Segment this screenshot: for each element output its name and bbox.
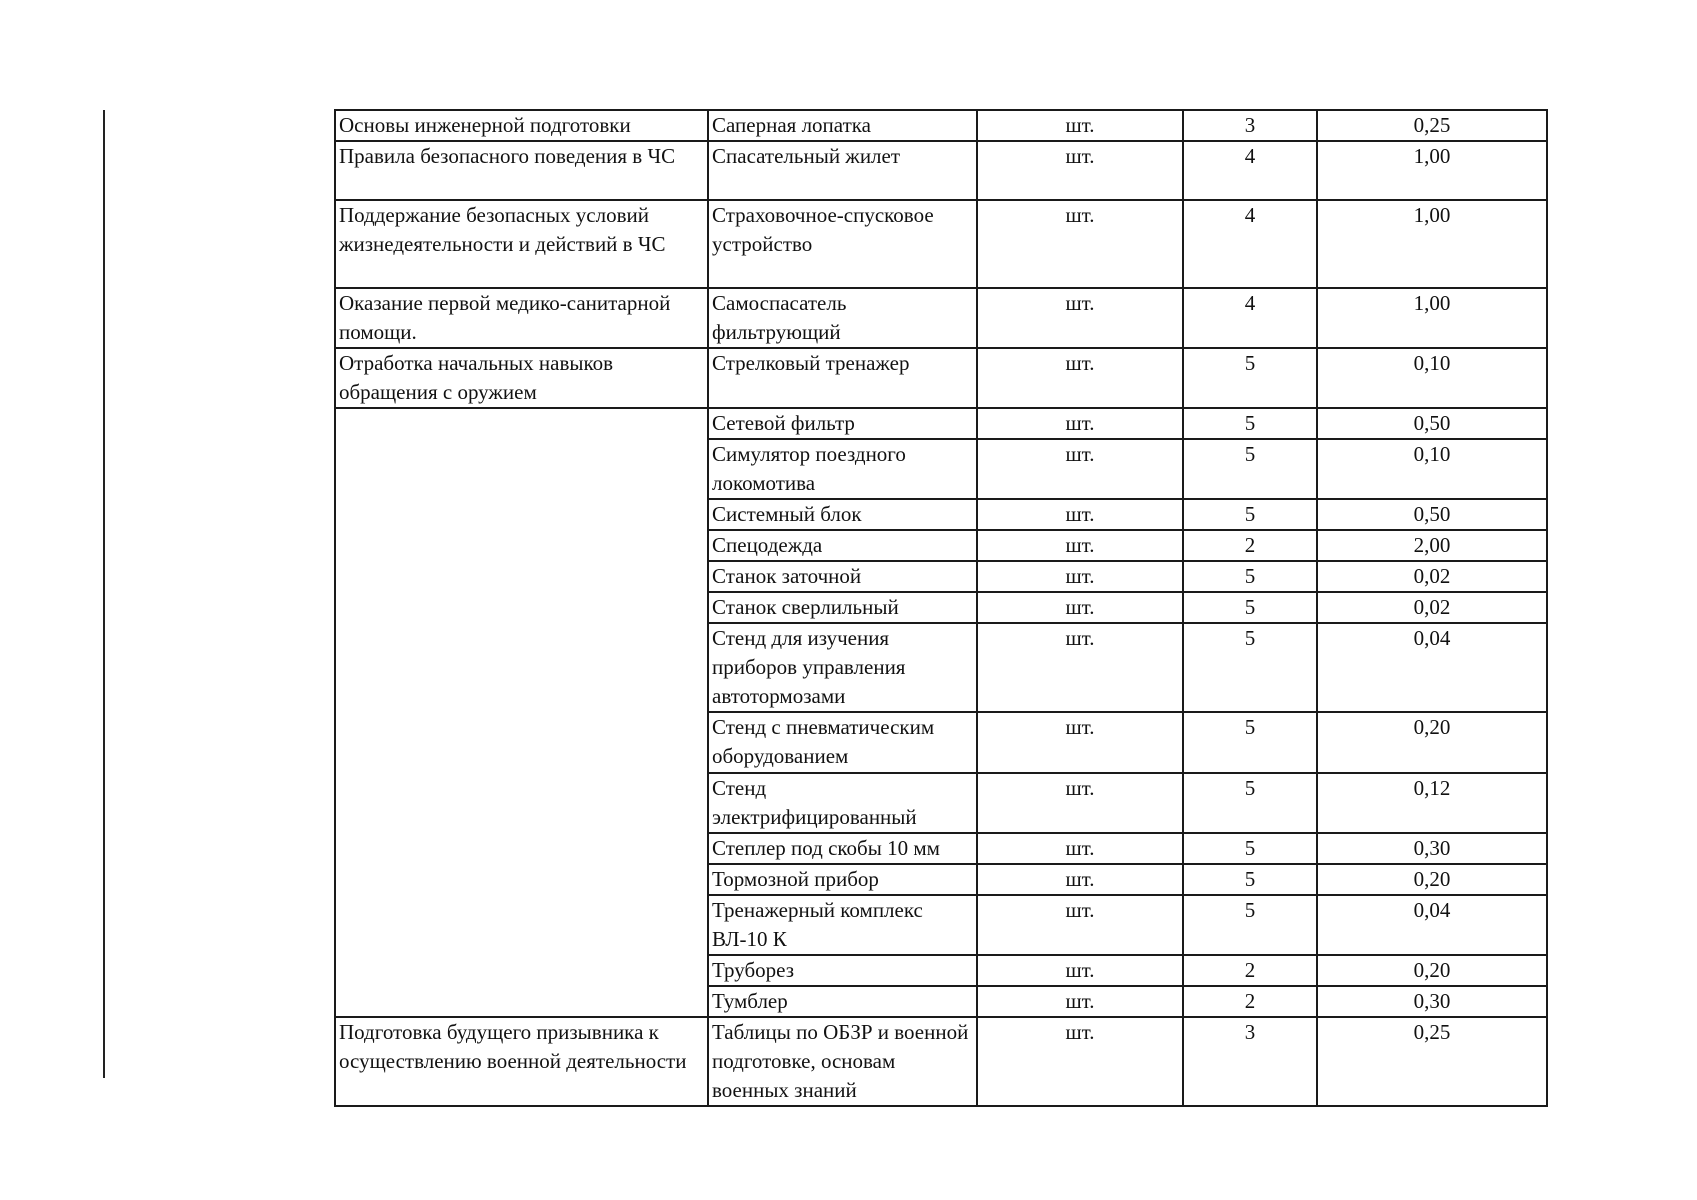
value-cell: 0,30 bbox=[1317, 986, 1547, 1017]
value-cell: 0,25 bbox=[1317, 1017, 1547, 1106]
table-row bbox=[335, 288, 1547, 348]
unit-cell: шт. bbox=[977, 712, 1183, 773]
subject-cell: Поддержание безопасных условий жизнедеятельности и действий в ЧС bbox=[335, 200, 708, 288]
unit-cell: шт. bbox=[977, 141, 1183, 200]
value-cell: 0,02 bbox=[1317, 561, 1547, 592]
qty-cell: 5 bbox=[1183, 439, 1317, 499]
item-cell: Стенд электрифицированный bbox=[708, 773, 977, 833]
unit-cell: шт. bbox=[977, 348, 1183, 408]
unit-cell: шт. bbox=[977, 955, 1183, 986]
value-cell: 0,02 bbox=[1317, 592, 1547, 623]
table-row bbox=[335, 110, 1547, 141]
qty-cell: 4 bbox=[1183, 141, 1317, 200]
value-cell: 0,20 bbox=[1317, 864, 1547, 895]
qty-cell: 5 bbox=[1183, 561, 1317, 592]
value-cell: 0,04 bbox=[1317, 623, 1547, 712]
unit-cell: шт. bbox=[977, 499, 1183, 530]
item-cell: Стенд с пневматическим оборудованием bbox=[708, 712, 977, 773]
item-cell: Тормозной прибор bbox=[708, 864, 977, 895]
qty-cell: 5 bbox=[1183, 712, 1317, 773]
value-cell: 0,04 bbox=[1317, 895, 1547, 955]
qty-cell: 5 bbox=[1183, 499, 1317, 530]
item-cell: Тренажерный комплекс ВЛ-10 К bbox=[708, 895, 977, 955]
value-cell: 0,20 bbox=[1317, 712, 1547, 773]
item-cell: Спецодежда bbox=[708, 530, 977, 561]
value-cell: 0,10 bbox=[1317, 439, 1547, 499]
qty-cell: 4 bbox=[1183, 200, 1317, 288]
subject-cell: Правила безопасного поведения в ЧС bbox=[335, 141, 708, 200]
item-cell: Таблицы по ОБЗР и военной подготовке, основам военных знаний bbox=[708, 1017, 977, 1106]
qty-cell: 5 bbox=[1183, 348, 1317, 408]
qty-cell: 5 bbox=[1183, 623, 1317, 712]
unit-cell: шт. bbox=[977, 623, 1183, 712]
value-cell: 0,12 bbox=[1317, 773, 1547, 833]
unit-cell: шт. bbox=[977, 986, 1183, 1017]
value-cell: 1,00 bbox=[1317, 288, 1547, 348]
unit-cell: шт. bbox=[977, 773, 1183, 833]
item-cell: Стенд для изучения приборов управления автотормозами bbox=[708, 623, 977, 712]
unit-cell: шт. bbox=[977, 1017, 1183, 1106]
qty-cell: 2 bbox=[1183, 955, 1317, 986]
table-row bbox=[335, 141, 1547, 200]
item-cell: Саперная лопатка bbox=[708, 110, 977, 141]
subject-cell: Подготовка будущего призывника к осуществлению военной деятельности bbox=[335, 1017, 708, 1106]
table-row bbox=[335, 200, 1547, 288]
table-row bbox=[335, 348, 1547, 408]
table-row bbox=[335, 1017, 1547, 1106]
unit-cell: шт. bbox=[977, 288, 1183, 348]
item-cell: Сетевой фильтр bbox=[708, 408, 977, 439]
value-cell: 0,10 bbox=[1317, 348, 1547, 408]
item-cell: Симулятор поездного локомотива bbox=[708, 439, 977, 499]
value-cell: 0,50 bbox=[1317, 499, 1547, 530]
qty-cell: 3 bbox=[1183, 1017, 1317, 1106]
qty-cell: 2 bbox=[1183, 530, 1317, 561]
qty-cell: 5 bbox=[1183, 833, 1317, 864]
item-cell: Самоспасатель фильтрующий bbox=[708, 288, 977, 348]
unit-cell: шт. bbox=[977, 200, 1183, 288]
item-cell: Системный блок bbox=[708, 499, 977, 530]
unit-cell: шт. bbox=[977, 110, 1183, 141]
unit-cell: шт. bbox=[977, 439, 1183, 499]
equipment-table bbox=[334, 109, 1548, 1107]
subject-cell: Основы инженерной подготовки bbox=[335, 110, 708, 141]
unit-cell: шт. bbox=[977, 530, 1183, 561]
value-cell: 1,00 bbox=[1317, 141, 1547, 200]
item-cell: Стрелковый тренажер bbox=[708, 348, 977, 408]
qty-cell: 5 bbox=[1183, 408, 1317, 439]
unit-cell: шт. bbox=[977, 833, 1183, 864]
unit-cell: шт. bbox=[977, 408, 1183, 439]
unit-cell: шт. bbox=[977, 592, 1183, 623]
value-cell: 1,00 bbox=[1317, 200, 1547, 288]
item-cell: Станок заточной bbox=[708, 561, 977, 592]
item-cell: Тумблер bbox=[708, 986, 977, 1017]
unit-cell: шт. bbox=[977, 864, 1183, 895]
item-cell: Степлер под скобы 10 мм bbox=[708, 833, 977, 864]
value-cell: 0,50 bbox=[1317, 408, 1547, 439]
table-row bbox=[335, 408, 1547, 439]
qty-cell: 5 bbox=[1183, 773, 1317, 833]
value-cell: 0,25 bbox=[1317, 110, 1547, 141]
unit-cell: шт. bbox=[977, 895, 1183, 955]
subject-cell: Отработка начальных навыков обращения с оружием bbox=[335, 348, 708, 408]
value-cell: 2,00 bbox=[1317, 530, 1547, 561]
qty-cell: 5 bbox=[1183, 895, 1317, 955]
value-cell: 0,30 bbox=[1317, 833, 1547, 864]
qty-cell: 4 bbox=[1183, 288, 1317, 348]
item-cell: Труборез bbox=[708, 955, 977, 986]
page-margin-line bbox=[103, 110, 105, 1078]
subject-cell: Оказание первой медико-санитарной помощи. bbox=[335, 288, 708, 348]
qty-cell: 2 bbox=[1183, 986, 1317, 1017]
qty-cell: 5 bbox=[1183, 592, 1317, 623]
item-cell: Страховочное-спусковое устройство bbox=[708, 200, 977, 288]
qty-cell: 3 bbox=[1183, 110, 1317, 141]
unit-cell: шт. bbox=[977, 561, 1183, 592]
qty-cell: 5 bbox=[1183, 864, 1317, 895]
item-cell: Спасательный жилет bbox=[708, 141, 977, 200]
item-cell: Станок сверлильный bbox=[708, 592, 977, 623]
subject-cell-empty bbox=[335, 408, 708, 1017]
value-cell: 0,20 bbox=[1317, 955, 1547, 986]
